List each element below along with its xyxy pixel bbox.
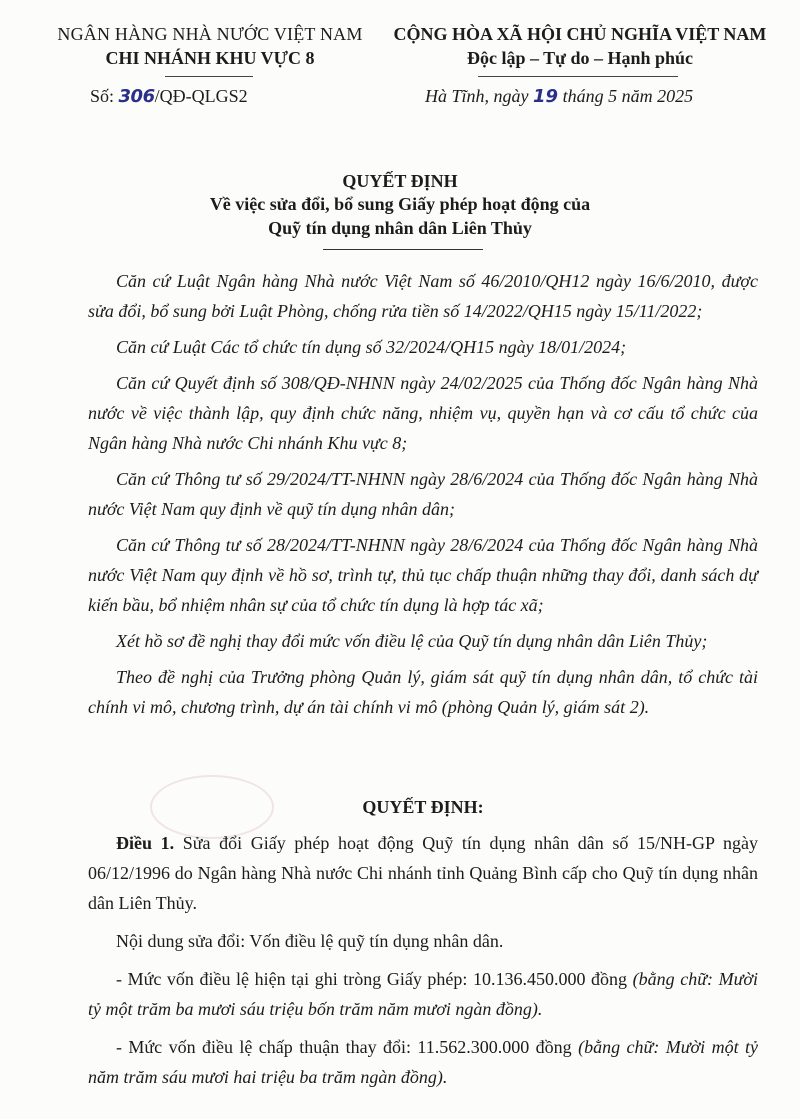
document-number-suffix: /QĐ-QLGS2 [154,86,248,106]
recital-1: Căn cứ Luật Ngân hàng Nhà nước Việt Nam số 46/2010/QH12 ngày 16/6/2010, được sửa đổi, bổ sung bởi Luật Phòng, chống rửa tiền số 14/2022/QH15 ngày 15/11/2022; [88,271,758,321]
date-prefix: Hà Tĩnh, ngày [425,86,529,106]
title-subject-line1: Về việc sửa đổi, bổ sung Giấy phép hoạt động của [209,194,591,214]
decision-heading: QUYẾT ĐỊNH: [362,797,484,817]
decision-heading-wrap [88,792,758,822]
document-number-prefix: Số: [90,86,115,106]
issuer-header [50,22,370,70]
article-1-item-2 [88,1032,758,1092]
item-1-italic: (bằng chữ: Mười tỷ một trăm ba mươi sáu triệu bốn trăm năm mươi ngàn đồng). [88,969,759,1019]
national-motto: Độc lập – Tự do – Hạnh phúc [466,48,694,68]
issuer-underline [165,76,253,77]
recital-2: Căn cứ Luật Các tổ chức tín dụng số 32/2024/QH15 ngày 18/01/2024; [116,337,627,357]
recital-6: Xét hồ sơ đề nghị thay đổi mức vốn điều lệ của Quỹ tín dụng nhân dân Liên Thủy; [116,631,708,651]
article-1-item-1 [88,964,758,1024]
recital-5: Căn cứ Thông tư số 28/2024/TT-NHNN ngày 28/6/2024 của Thống đốc Ngân hàng Nhà nước Việt Nam quy định về hồ sơ, trình tự, thủ tục chấp thuận những thay đổi, danh sách dự kiến bầu, bổ nhiệm nhân sự của tổ chức tín dụng là hợp tác xã; [88,535,758,615]
recital-7: Theo đề nghị của Trưởng phòng Quản lý, giám sát quỹ tín dụng nhân dân, tổ chức tài chính vi mô, chương trình, dự án tài chính vi mô (phòng Quản lý, giám sát 2). [88,667,758,717]
article-1 [88,828,758,1092]
recital-4: Căn cứ Thông tư số 29/2024/TT-NHNN ngày 28/6/2024 của Thống đốc Ngân hàng Nhà nước Việt Nam quy định về quỹ tín dụng nhân dân; [88,469,758,519]
date-day-handwritten: 19 [533,86,559,107]
item-1-normal: - Mức vốn điều lệ hiện tại ghi tròng Giấy phép: 10.136.450.000 đồng [116,969,633,989]
issuer-name: NGÂN HÀNG NHÀ NƯỚC VIỆT NAM [57,24,363,44]
article-1-label: Điều 1. [116,833,175,853]
title-rule [323,249,483,250]
recitals [88,266,758,722]
date-suffix: tháng 5 năm 2025 [562,86,694,106]
item-2-normal: - Mức vốn điều lệ chấp thuận thay đổi: 11.562.300.000 đồng [116,1037,579,1057]
issuer-branch: CHI NHÁNH KHU VỰC 8 [105,48,315,68]
document-number [90,86,248,107]
national-title: CỘNG HÒA XÃ HỘI CHỦ NGHĨA VIỆT NAM [393,24,767,44]
document-number-handwritten: 306 [118,86,155,107]
article-1-body: Sửa đổi Giấy phép hoạt động Quỹ tín dụng nhân dân số 15/NH-GP ngày 06/12/1996 do Ngân hàng Nhà nước Chi nhánh tỉnh Quảng Bình cấp cho Quỹ tín dụng nhân dân Liên Thủy. [88,833,758,913]
decision-title [0,170,800,240]
article-1-text [88,828,758,918]
item-2-italic: (bằng chữ: Mười một tỷ năm trăm sáu mươi hai triệu ba trăm ngàn đồng). [88,1037,758,1087]
recital-3: Căn cứ Quyết định số 308/QĐ-NHNN ngày 24/02/2025 của Thống đốc Ngân hàng Nhà nước về việc thành lập, quy định chức năng, nhiệm vụ, quyền hạn và cơ cấu tổ chức của Ngân hàng Nhà nước Chi nhánh Khu vực 8; [88,373,758,453]
title-heading: QUYẾT ĐỊNH [342,171,458,191]
title-subject-line2: Quỹ tín dụng nhân dân Liên Thủy [268,218,532,238]
motto-underline [478,76,678,77]
document-date [425,86,693,107]
national-header [370,22,790,70]
article-1-content: Nội dung sửa đổi: Vốn điều lệ quỹ tín dụng nhân dân. [116,931,504,951]
